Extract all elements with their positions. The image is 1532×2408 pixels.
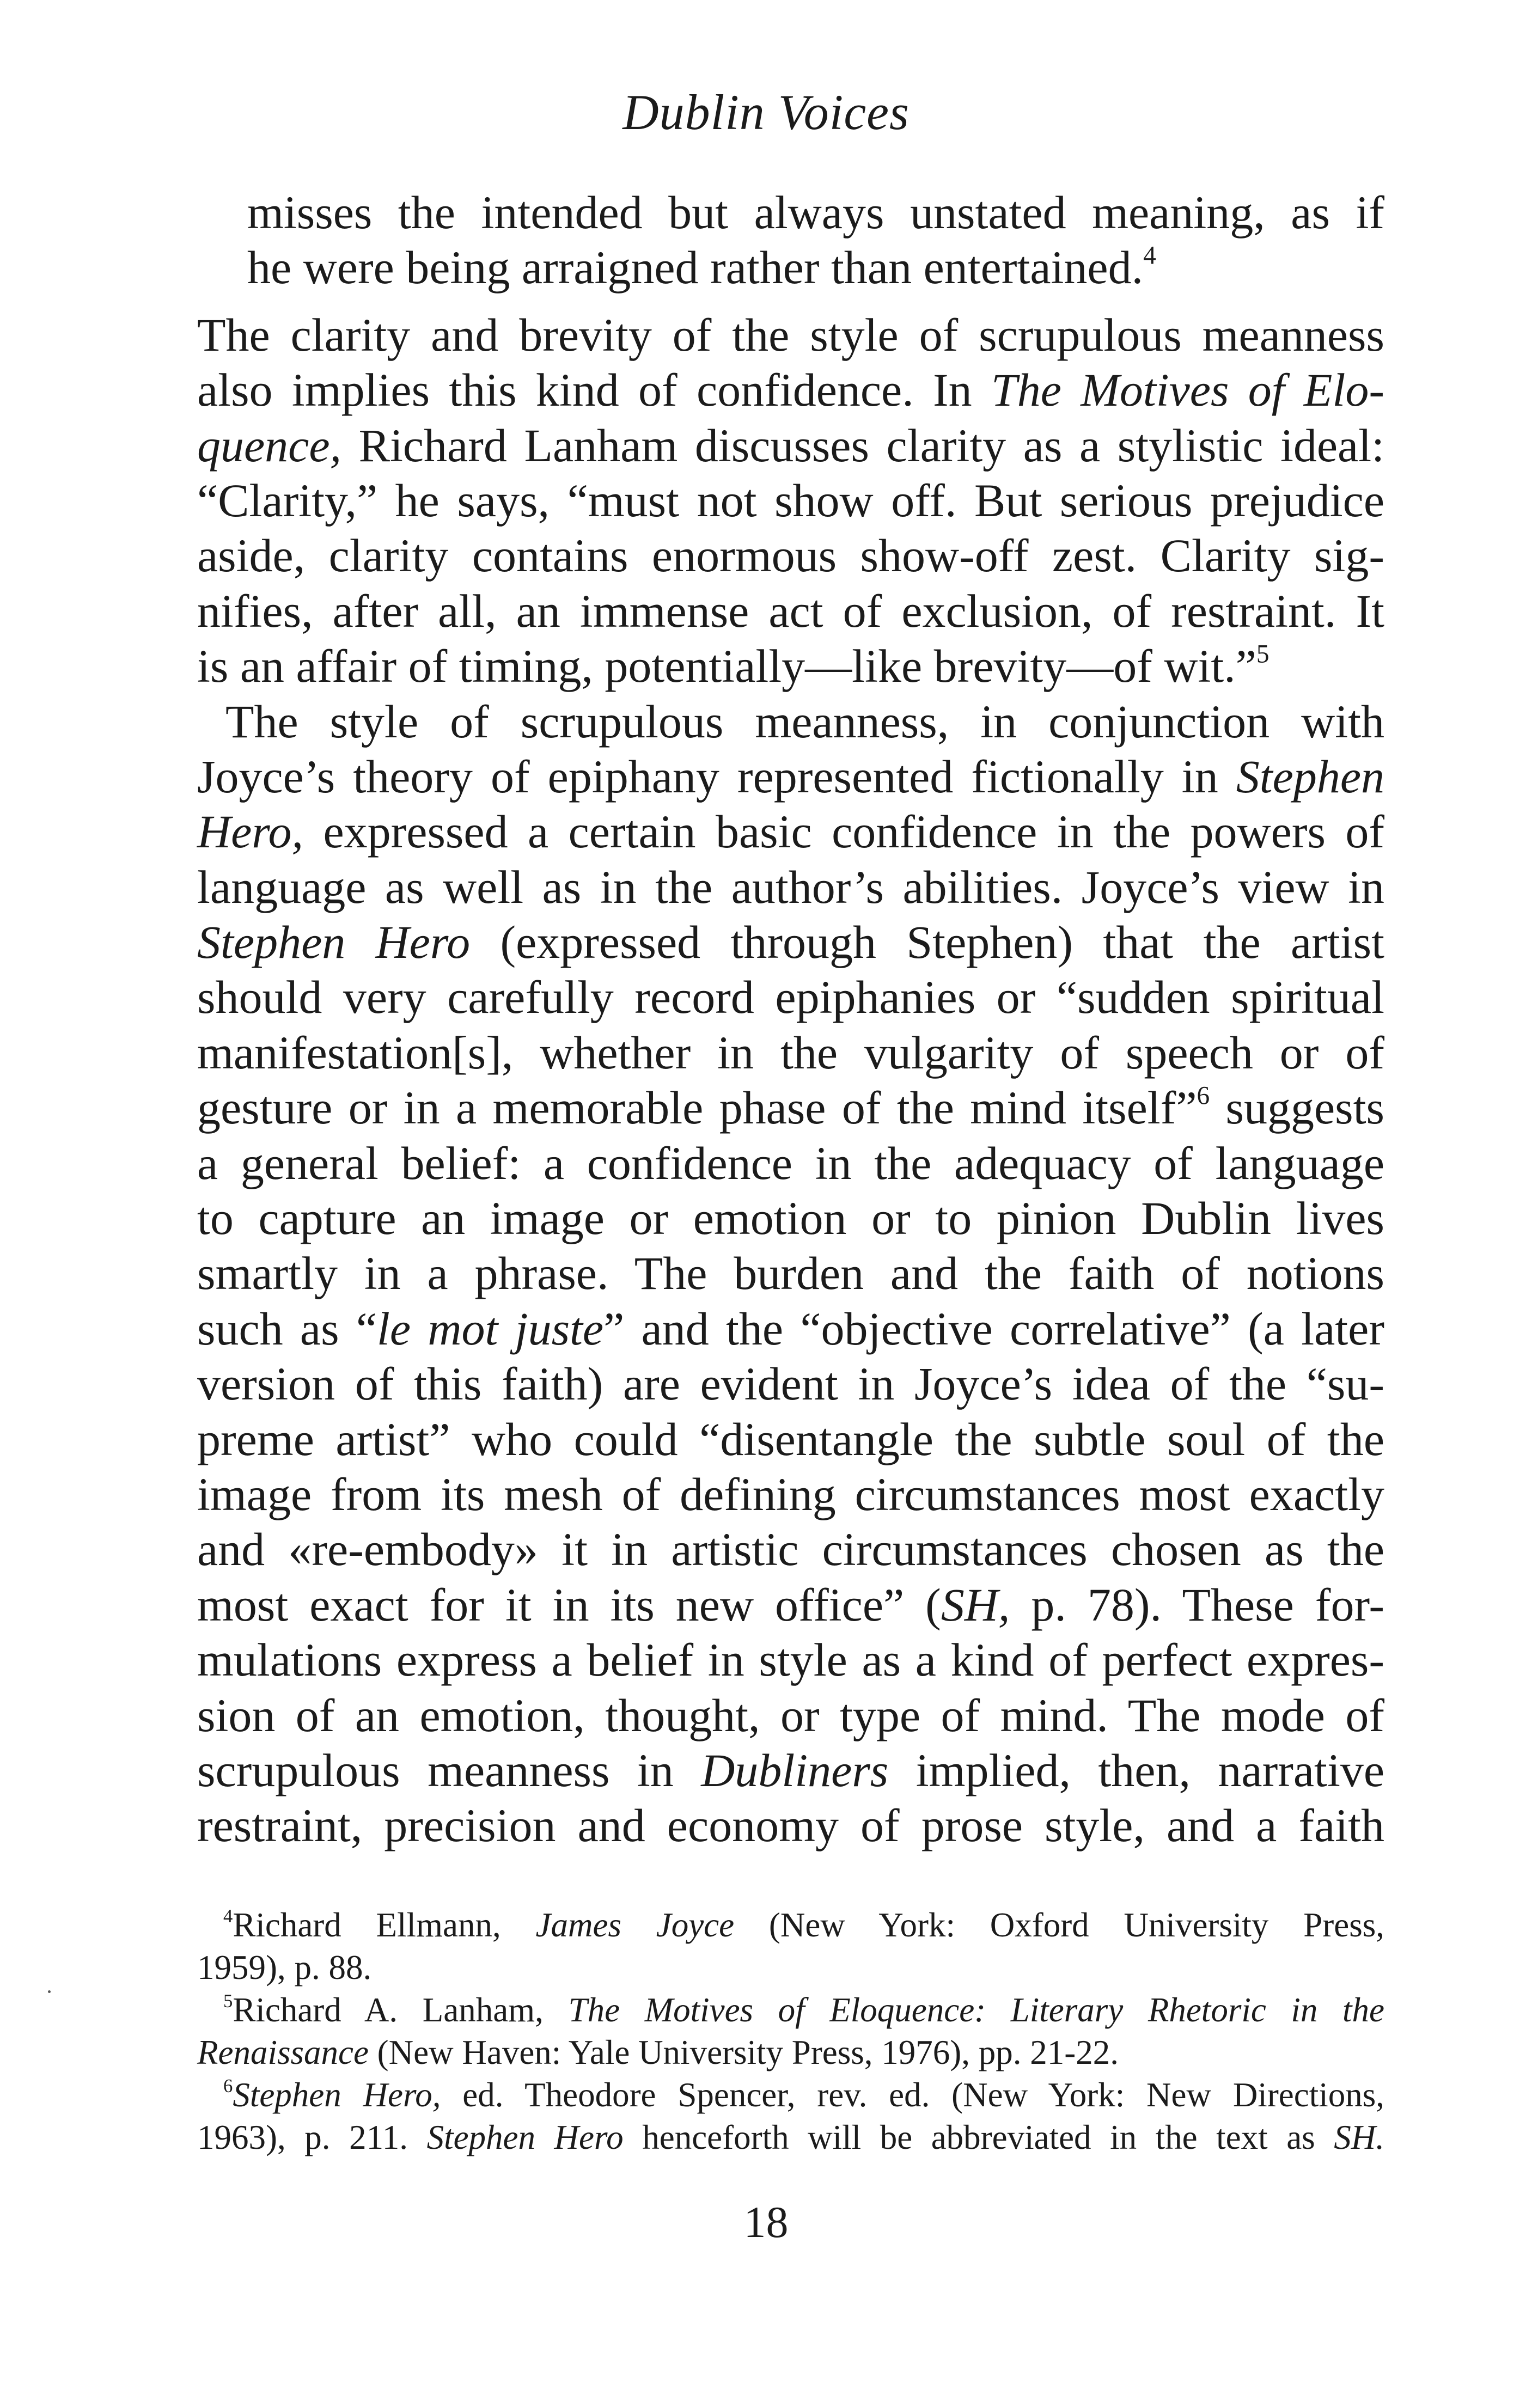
text-line: should very carefully record epiphanies or “sudden spiritual — [197, 971, 1384, 1024]
scan-speck — [48, 1990, 51, 1993]
body-text — [197, 185, 1384, 1854]
text-line: misses the intended but always unstated meaning, as if — [247, 186, 1384, 239]
footnote-ref: 6 — [1197, 1081, 1210, 1110]
text-line: to capture an image or emotion or to pinion Dublin lives — [197, 1192, 1384, 1245]
text-line: he were being arraigned rather than entertained.$^4$ — [247, 241, 1156, 294]
text-line: a general belief: a confidence in the adequacy of language — [197, 1136, 1384, 1189]
text-line: most exact for it in its new office” (SH, p. 78). These for- — [197, 1578, 1385, 1631]
text-line: and «re-embody» it in artistic circumstances chosen as the — [197, 1523, 1384, 1576]
text-line: sion of an emotion, thought, or type of mind. The mode of — [197, 1689, 1384, 1741]
text-line: gesture or in a memorable phase of the mind itself”$^6$ suggests — [197, 1081, 1384, 1134]
footnote-5-cont: Renaissance (New Haven: Yale University Press, 1976), pp. 21-22. — [197, 2033, 1119, 2071]
footnotes — [197, 1904, 1384, 2159]
footnote-5: $^5$Richard A. Lanham, The Motives of Eloquence: Literary Rhetoric in the — [223, 1991, 1384, 2029]
footnote-6: $^6$Stephen Hero, ed. Theodore Spencer, rev. ed. (New York: New Directions, — [223, 2076, 1384, 2114]
text-line: “Clarity,” he says, “must not show off. But serious prejudice — [197, 474, 1384, 527]
text-line: smartly in a phrase. The burden and the faith of notions — [197, 1247, 1384, 1300]
text-line: Hero, expressed a certain basic confidence in the powers of — [197, 805, 1384, 858]
text-line: nifies, after all, an immense act of exclusion, of restraint. It — [197, 584, 1384, 637]
footnote-ref: 5 — [1256, 640, 1269, 669]
footnote-4: $^4$Richard Ellmann, James Joyce (New York: Oxford University Press, — [223, 1906, 1384, 1944]
text-line: manifestation[s], whether in the vulgarity of speech or of — [197, 1026, 1384, 1079]
text-line: Stephen Hero (expressed through Stephen) that the artist — [197, 916, 1384, 969]
footnote-ref: 4 — [1143, 241, 1156, 270]
footnote-6-cont: 1963), p. 211. Stephen Hero henceforth will be abbreviated in the text as SH. — [197, 2118, 1384, 2156]
running-head: Dublin Voices — [622, 84, 910, 140]
text-line: image from its mesh of defining circumstances most exactly — [197, 1468, 1384, 1520]
text-line: such as “le mot juste” and the “objective correlative” (a later — [197, 1302, 1384, 1355]
text-line: is an affair of timing, potentially—like brevity—of wit.”$^5$ — [197, 640, 1269, 693]
text-line: Joyce’s theory of epiphany represented fictionally in Stephen — [197, 750, 1384, 803]
text-line: restraint, precision and economy of prose style, and a faith — [197, 1799, 1384, 1852]
page-number: 18 — [743, 2197, 789, 2247]
text-line: mulations express a belief in style as a kind of perfect expres- — [197, 1634, 1384, 1686]
text-line: also implies this kind of confidence. In The Motives of Elo- — [197, 364, 1384, 417]
text-line: preme artist” who could “disentangle the subtle soul of the — [197, 1413, 1384, 1465]
text-line: scrupulous meanness in Dubliners implied, then, narrative — [197, 1744, 1385, 1796]
text-line: quence, Richard Lanham discusses clarity as a stylistic ideal: — [197, 419, 1384, 472]
text-line: The clarity and brevity of the style of scrupulous meanness — [197, 308, 1384, 361]
footnote-4-cont: 1959), p. 88. — [197, 1948, 372, 1987]
text-line: version of this faith) are evident in Joyce’s idea of the “su- — [197, 1358, 1384, 1410]
text-line: aside, clarity contains enormous show-off zest. Clarity sig- — [197, 529, 1384, 582]
text-line: The style of scrupulous meanness, in conjunction with — [225, 695, 1384, 748]
text-line: language as well as in the author’s abilities. Joyce’s view in — [197, 860, 1384, 913]
